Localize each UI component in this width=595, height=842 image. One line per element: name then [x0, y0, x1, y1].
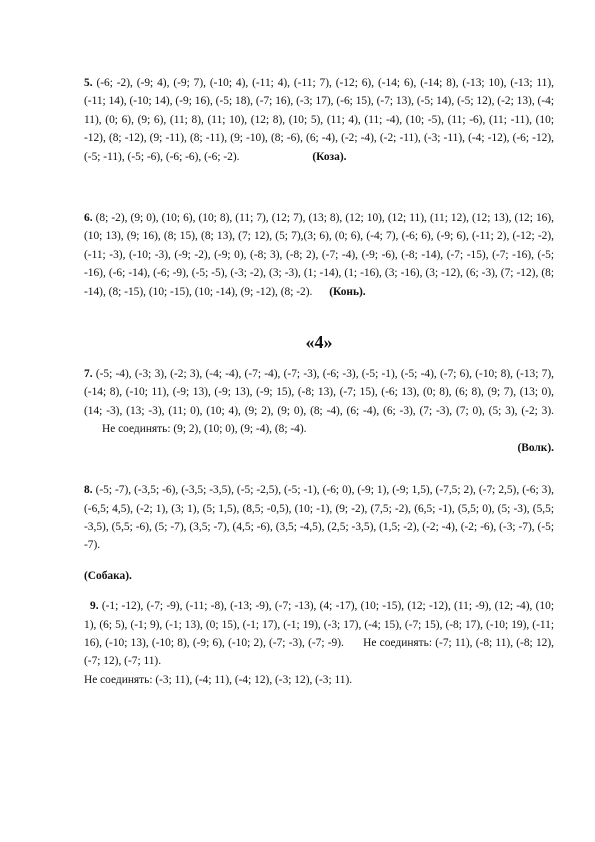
task-8: [84, 481, 554, 555]
task-number: 7.: [84, 368, 93, 381]
animal-name: (Собака).: [84, 569, 132, 582]
worksheet-page: [84, 74, 554, 689]
coordinates-list: (-6; -2), (-9; 4), (-9; 7), (-10; 4), (-11; 4), (-11; 7), (-12; 6), (-14; 6), (-14; 8), (-13; 10), (-13; 11), (-11; 14), (-10; 14), (-9; 16), (-5; 18), (-7; 16), (-3; 17), (-6; 15), (-7; 13), (-5; 14), (-5; 12), (-2; 13), (-4; 11), (0; 6), (9; 6), (11; 8), (11; 10), (12; 8), (10; 5), (11; 4), (11; -4), (10; -5), (11; -6), (11; -11), (10; -12), (8; -12), (9; -11), (8; -11), (9; -10), (8; -6), (6; -4), (-2; -4), (-2; -11), (-3; -11), (-4; -12), (-6; -12), (-5; -11), (-5; -6), (-6; -6), (-6; -2).: [84, 77, 554, 163]
coordinates-list: (-5; -7), (-3,5; -6), (-3,5; -3,5), (-5; -2,5), (-5; -1), (-6; 0), (-9; 1), (-9; 1,5), (-7,5; 2), (-7; 2,5), (-6; 3), (-6,5; 4,5), (-2; 1), (3; 1), (5; 1,5), (8,5; -0,5), (10; -1), (9; -2), (7,5; -2), (6,5; -1), (5,5; 0), (5; -3), (5,5; -3,5), (5,5; -6), (5; -7), (3,5; -7), (4,5; -6), (3,5; -4,5), (2,5; -3,5), (1,5; -2), (-2; -4), (-2; -6), (-3; -7), (-5; -7).: [84, 484, 554, 552]
exclusion-note: Не соединять: (-3; 11), (-4; 11), (-4; 12), (-3; 12), (-3; 11).: [84, 673, 353, 686]
task-5: [84, 74, 554, 166]
coordinates-list: (8; -2), (9; 0), (10; 6), (10; 8), (11; 7), (12; 7), (13; 8), (12; 10), (12; 11), (11; 12), (12; 13), (12; 16), (10; 13), (9; 16), (8; 15), (8; 13), (7; 12), (5; 7),(3; 6), (0; 6), (-4; 7), (-6; 6), (-9; 6), (-11; 2), (-12; -2), (-11; -3), (-10; -3), (-9; -2), (-9; 0), (-8; 3), (-8; 2), (-7; -4), (-9; -6), (-8; -14), (-7; -15), (-7; -16), (-5; -16), (-6; -14), (-6; -9), (-5; -5), (-3; -2), (3; -3), (1; -14), (1; -16), (3; -16), (3; -12), (6; -3), (7; -12), (8; -14), (8; -15), (10; -15), (10; -14), (9; -12), (8; -2).: [84, 212, 554, 298]
task-number: 8.: [84, 484, 93, 497]
animal-name: (Волк).: [517, 441, 554, 454]
task-number: 6.: [84, 212, 93, 225]
coordinates-list: (-5; -4), (-3; 3), (-2; 3), (-4; -4), (-7; -4), (-7; -3), (-6; -3), (-5; -1), (-5; -4), (-7; 6), (-10; 8), (-13; 7), (-14; 8), (-10; 11), (-9; 13), (-9; 13), (-9; 15), (-8; 13), (-7; 15), (-6; 13), (0; 8), (6; 8), (9; 7), (13; 0), (14; -3), (13; -3), (11; 0), (10; 4), (9; 2), (9; 0), (8; -4), (6; -4), (6; -3), (7; -3), (7; 0), (5; 3), (-2; 3).: [84, 368, 554, 417]
task-number: 9.: [90, 600, 99, 613]
task-9: [84, 597, 554, 689]
exclusion-note: Не соединять: (-7; 11), (-8; 11), (-8; 12), (-7; 12), (-7; 11).: [84, 636, 554, 668]
exclusion-note: Не соединять: (9; 2), (10; 0), (9; -4), (8; -4).: [102, 423, 307, 436]
section-heading: «4»: [305, 332, 333, 353]
task-8-animal: [84, 567, 554, 585]
task-6: [84, 209, 554, 301]
animal-name: (Конь).: [329, 285, 366, 298]
task-number: 5.: [84, 77, 93, 89]
animal-name: (Коза).: [312, 150, 347, 163]
task-7: [84, 365, 554, 457]
coordinates-list: (-1; -12), (-7; -9), (-11; -8), (-13; -9), (-7; -13), (4; -17), (10; -15), (12; -12), (11; -9), (12; -4), (10; 1), (6; 5), (-1; 9), (-1; 13), (0; 15), (-1; 17), (-1; 19), (-3; 17), (-4; 15), (-7; 15), (-8; 17), (-10; 19), (-11; 16), (-10; 13), (-10; 8), (-9; 6), (-10; 2), (-7; -3), (-7; -9).: [84, 600, 554, 649]
